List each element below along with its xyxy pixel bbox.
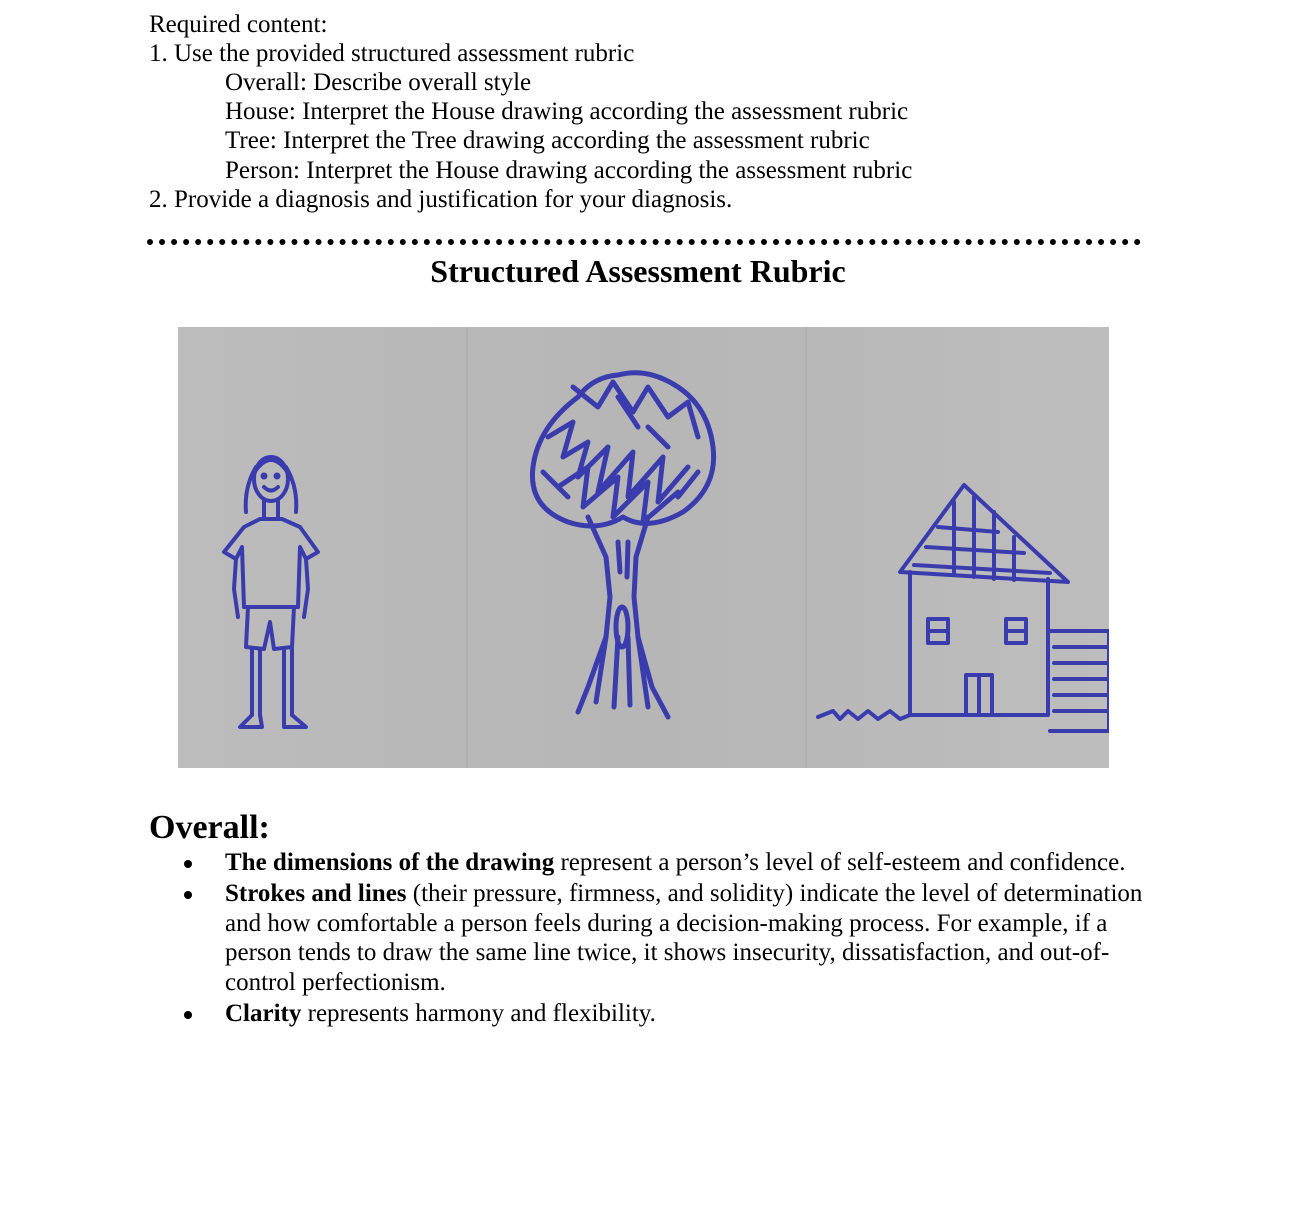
required-sub-item-person: Person: Interpret the House drawing according the assessment rubric: [225, 157, 913, 184]
house-tree-person-drawing: [178, 327, 1109, 768]
list-item: [149, 879, 1149, 997]
required-sub-item-overall: Overall: Describe overall style: [225, 69, 532, 96]
bullet-text: represent a person’s level of self-esteem and confidence.: [554, 849, 1126, 876]
list-item: [149, 999, 1149, 1028]
required-item-2: 2. Provide a diagnosis and justification for your diagnosis.: [149, 186, 733, 213]
bullet-bold-text: Clarity: [225, 1000, 302, 1028]
dotted-divider: [147, 239, 1141, 245]
bullet-icon: [184, 1011, 192, 1019]
required-sub-item-tree: Tree: Interpret the Tree drawing according the assessment rubric: [225, 127, 870, 154]
bullet-text: represents harmony and flexibility.: [301, 1000, 656, 1028]
list-item: [149, 848, 1149, 877]
rubric-title: Structured Assessment Rubric: [430, 253, 846, 289]
bullet-icon: [184, 891, 192, 899]
required-content-header: Required content:: [149, 11, 328, 38]
required-sub-item-house: House: Interpret the House drawing according the assessment rubric: [225, 98, 909, 125]
bullet-text: (their pressure, firmness, and solidity) indicate the level of determination and how comfortable a person feels during a decision-making process. For example, if a person tends to draw the same line twice, it shows insecurity, dissatisfaction, and out-of-control perfectionism.: [225, 880, 1143, 996]
bullet-icon: [184, 860, 192, 868]
bullet-bold-text: Strokes and lines: [225, 880, 407, 908]
overall-heading: Overall:: [149, 809, 270, 846]
bullet-bold-text: The dimensions of the drawing: [225, 849, 555, 876]
overall-bullet-list: [149, 848, 1149, 1030]
required-item-1: 1. Use the provided structured assessment rubric: [149, 40, 635, 67]
